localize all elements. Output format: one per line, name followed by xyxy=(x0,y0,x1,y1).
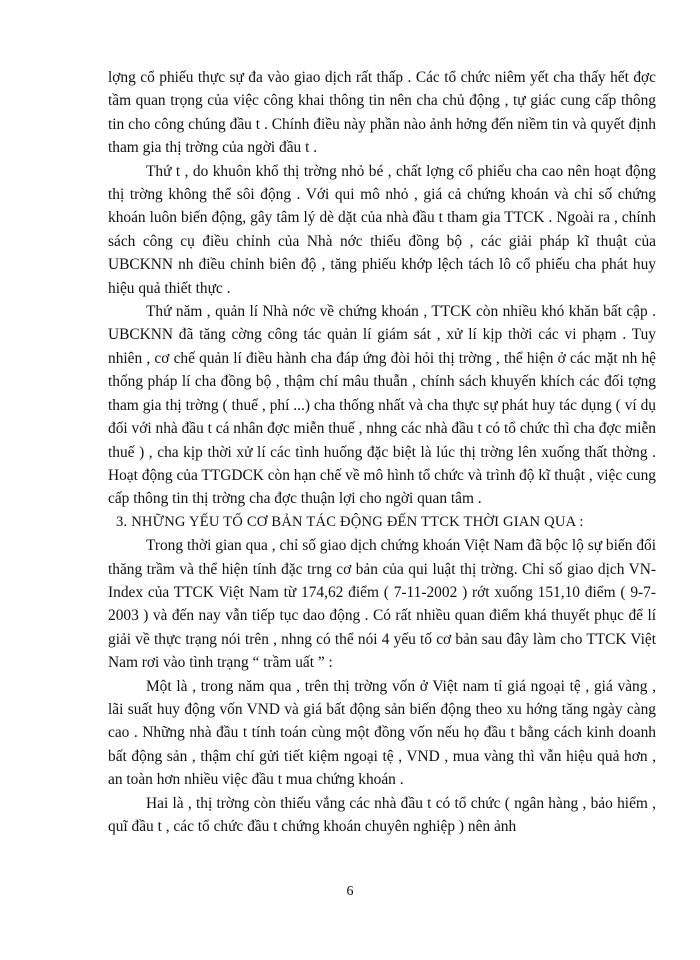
page-number: 6 xyxy=(346,884,354,899)
paragraph: lợng cổ phiếu thực sự đa vào giao dịch rất thấp . Các tổ chức niêm yết cha thấy hết đợc tầm quan trọng của việc công khai thông tin nên cha chủ động , tự giác cung cấp thông tin cho công chúng đầu t . Chính điều này phần nào ảnh hởng đến niềm tin và quyết định tham gia thị trờng của ngời đầu t . xyxy=(108,69,656,157)
paragraph: Hai là , thị trờng còn thiếu vắng các nhà đầu t có tổ chức ( ngân hàng , bảo hiểm , quĩ đầu t , các tổ chức đầu t chứng khoán chuyên nghiệp ) nên ảnh xyxy=(108,794,656,835)
body-text xyxy=(108,66,656,838)
paragraph: Thứ năm , quản lí Nhà nớc về chứng khoán , TTCK còn nhiều khó khăn bất cập . UBCKNN đã tăng cờng công tác quản lí giám sát , xử lí kịp thời các vi phạm . Tuy nhiên , cơ chế quản lí điều hành cha đáp ứng đòi hỏi thị trờng , thể hiện ở các mặt nh hệ thống pháp lí cha đồng bộ , thậm chí mâu thuẫn , chính sách khuyến khích các đối tợng tham gia thị trờng ( thuế , phí ...) cha thống nhất và cha thực sự phát huy tác dụng ( ví dụ đối với nhà đầu t cá nhân đợc miễn thuế , nhng các nhà đầu t có tổ chức thì cha đợc miễn thuế ) , cha kịp thời xử lí các tình huống đặc biệt là lúc thị trờng lên xuống thất thờng . Hoạt động của TTGDCK còn hạn chế về mô hình tổ chức và trình độ kĩ thuật , việc cung cấp thông tin thị trờng cha đợc thuận lợi cho ngời quan tâm . xyxy=(108,303,656,508)
paragraph: Trong thời gian qua , chỉ số giao dịch chứng khoán Việt Nam đã bộc lộ sự biến đổi thăng trầm và thể hiện tính đặc trng cơ bản của qui luật thị trờng. Chỉ số giao dịch VN- Index của TTCK Việt Nam từ 174,62 điểm ( 7-11-2002 ) rớt xuống 151,10 điểm ( 9-7-2003 ) và đến nay vẫn tiếp tục dao động . Có rất nhiều quan điểm khá thuyết phục để lí giải về thực trạng nói trên , nhng có thể nói 4 yếu tố cơ bản sau đây làm cho TTCK Việt Nam rơi vào tình trạng “ trầm uất ” : xyxy=(108,537,656,672)
section-heading: 3. NHỮNG YẾU TỐ CƠ BẢN TÁC ĐỘNG ĐẾN TTCK THỜI GIAN QUA : xyxy=(116,513,584,530)
paragraph: Thứ t , do khuôn khổ thị trờng nhỏ bé , chất lợng cổ phiếu cha cao nên hoạt động thị trờng không thể sôi động . Với qui mô nhỏ , giá cả chứng khoán và chỉ số chứng khoán luôn biến động, gây tâm lý dè dặt của nhà đầu t tham gia TTCK . Ngoài ra , chính sách công cụ điều chỉnh của Nhà nớc thiếu đồng bộ , các giải pháp kĩ thuật của UBCKNN nh điều chỉnh biên độ , tăng phiếu khớp lệch tách lô cổ phiếu cha phát huy hiệu quả thiết thực . xyxy=(108,162,656,297)
paragraph: Một là , trong năm qua , trên thị trờng vốn ở Việt nam tỉ giá ngoại tệ , giá vàng , lãi suất huy động vốn VND và giá bất động sản biến động theo xu hớng tăng ngày càng cao . Những nhà đầu t tính toán cùng một đồng vốn nếu họ đầu t bằng cách kinh doanh bất động sản , thậm chí gửi tiết kiệm ngoại tệ , VND , mua vàng thì vẫn hiệu quả hơn , an toàn hơn nhiều việc đầu t mua chứng khoán . xyxy=(108,677,656,789)
